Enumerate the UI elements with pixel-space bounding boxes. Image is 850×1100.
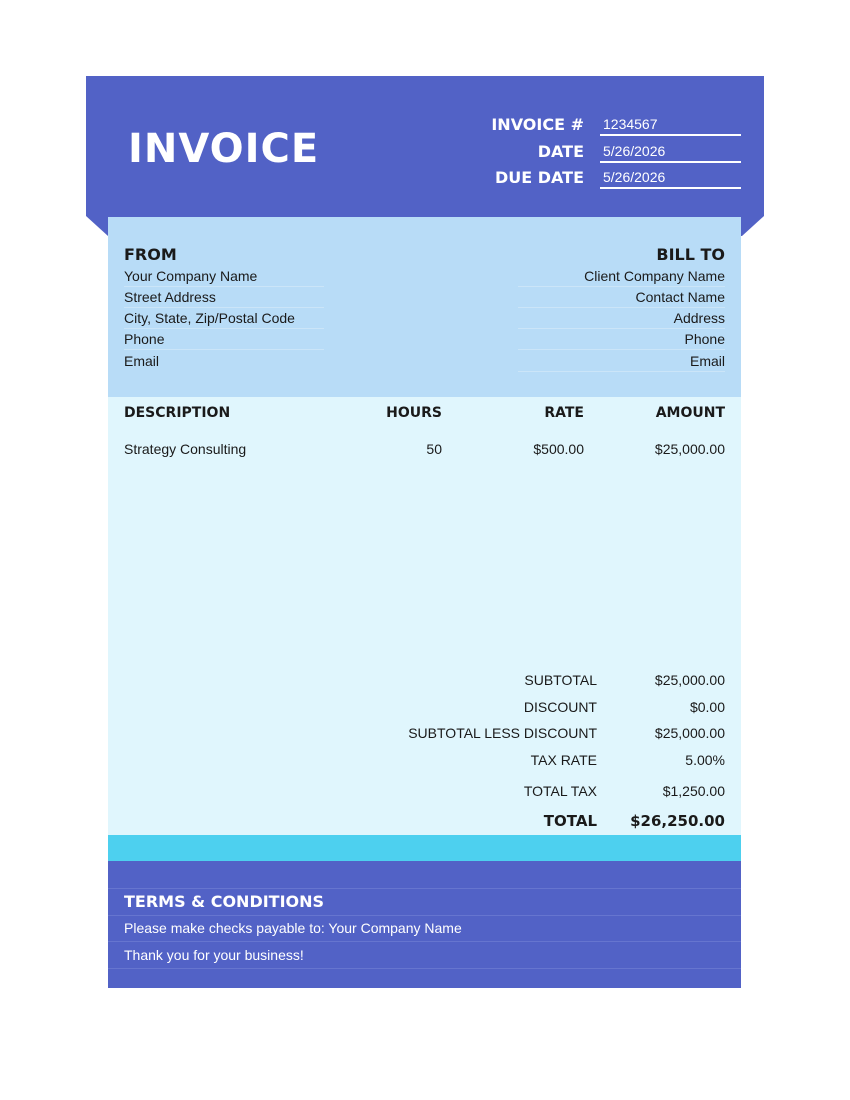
total-tax-value: $1,250.00 xyxy=(662,783,725,799)
subtotal-less-discount-value: $25,000.00 xyxy=(654,725,725,741)
item-rate: $500.00 xyxy=(533,441,584,457)
bill-to-line: Phone xyxy=(684,331,725,347)
invoice-title: INVOICE xyxy=(128,126,320,172)
divider xyxy=(518,286,725,287)
divider xyxy=(108,888,741,889)
divider xyxy=(518,349,725,350)
invoice-number-label: INVOICE # xyxy=(491,115,584,134)
bill-to-heading: BILL TO xyxy=(656,245,725,264)
terms-line: Please make checks payable to: Your Company Name xyxy=(124,920,462,936)
from-line: City, State, Zip/Postal Code xyxy=(124,310,295,326)
terms-heading: TERMS & CONDITIONS xyxy=(124,892,325,911)
invoice-number-value: 1234567 xyxy=(600,114,741,136)
item-hours: 50 xyxy=(426,441,442,457)
subtotal-value: $25,000.00 xyxy=(654,672,725,688)
accent-bar xyxy=(108,835,741,861)
tax-rate-label: TAX RATE xyxy=(530,752,597,768)
divider xyxy=(124,328,324,329)
from-line: Email xyxy=(124,353,160,369)
due-date-label: DUE DATE xyxy=(494,168,584,187)
description-column-header: DESCRIPTION xyxy=(124,405,231,421)
item-amount: $25,000.00 xyxy=(654,441,725,457)
total-label: TOTAL xyxy=(543,812,597,830)
amount-column-header: AMOUNT xyxy=(655,405,725,421)
address-section xyxy=(108,217,741,397)
discount-label: DISCOUNT xyxy=(523,699,597,715)
bill-to-line: Address xyxy=(673,310,725,326)
from-line: Your Company Name xyxy=(124,268,258,284)
item-description: Strategy Consulting xyxy=(124,441,247,457)
divider xyxy=(108,968,741,969)
divider xyxy=(108,915,741,916)
from-line: Phone xyxy=(124,331,165,347)
from-line: Street Address xyxy=(124,289,216,305)
bill-to-line: Email xyxy=(689,353,725,369)
date-label: DATE xyxy=(537,142,584,161)
divider xyxy=(518,328,725,329)
tax-rate-value: 5.00% xyxy=(685,752,725,768)
due-date-value: 5/26/2026 xyxy=(600,167,741,189)
terms-line: Thank you for your business! xyxy=(124,947,304,963)
subtotal-label: SUBTOTAL xyxy=(524,672,597,688)
line-items-section xyxy=(108,397,741,835)
divider xyxy=(518,307,725,308)
rate-column-header: RATE xyxy=(544,405,584,421)
date-value: 5/26/2026 xyxy=(600,141,741,163)
total-value: $26,250.00 xyxy=(630,812,725,830)
divider xyxy=(518,371,725,372)
divider xyxy=(108,941,741,942)
divider xyxy=(124,286,324,287)
total-tax-label: TOTAL TAX xyxy=(523,783,597,799)
terms-section xyxy=(108,861,741,988)
subtotal-less-discount-label: SUBTOTAL LESS DISCOUNT xyxy=(408,725,597,741)
hours-column-header: HOURS xyxy=(386,405,442,421)
from-heading: FROM xyxy=(124,245,177,264)
divider xyxy=(124,349,324,350)
bill-to-line: Contact Name xyxy=(635,289,725,305)
discount-value: $0.00 xyxy=(689,699,725,715)
bill-to-line: Client Company Name xyxy=(584,268,725,284)
divider xyxy=(124,307,324,308)
